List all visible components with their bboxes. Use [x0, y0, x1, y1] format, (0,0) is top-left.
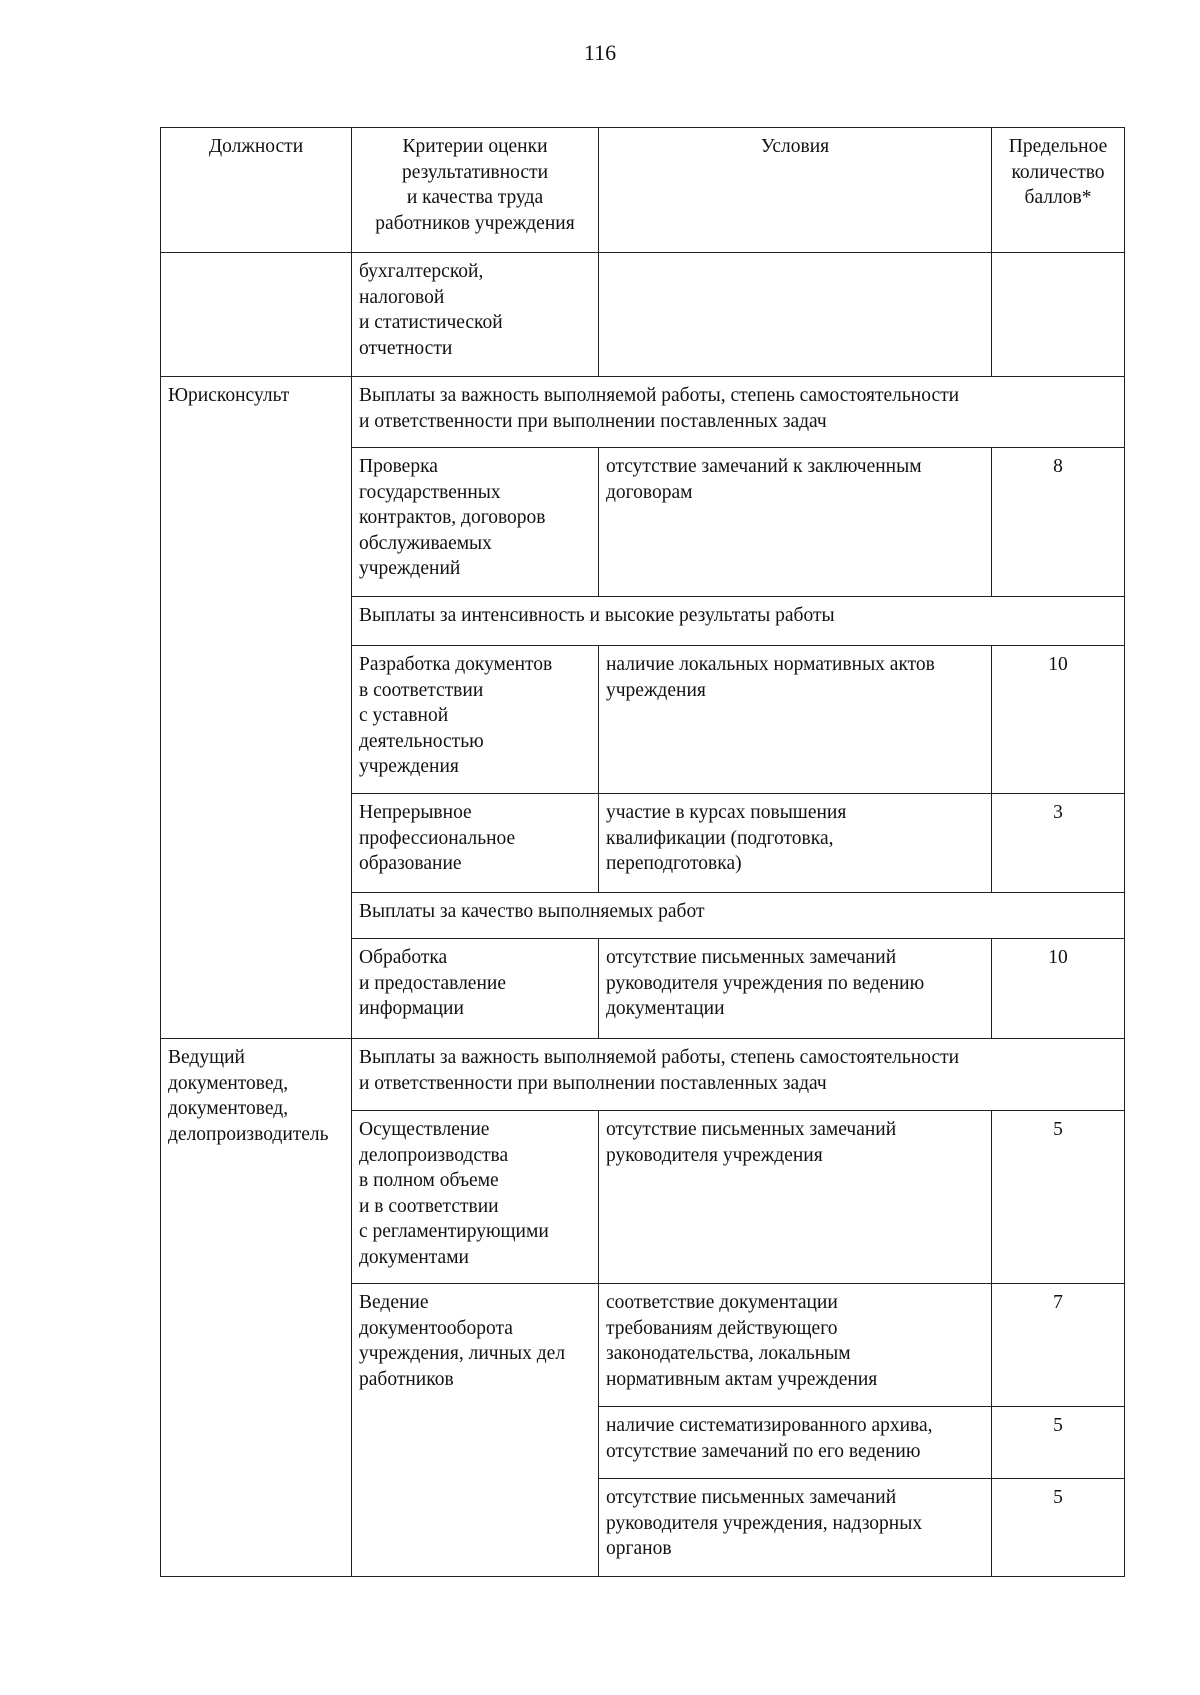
points-cell: 5 [992, 1111, 1125, 1284]
criteria-cell: Осуществление делопроизводства в полном объеме и в соответствии с регламентирующими документами [352, 1111, 599, 1284]
criteria-cell: Проверка государственных контрактов, договоров обслуживаемых учреждений [352, 448, 599, 597]
condition-cell: отсутствие письменных замечаний руководителя учреждения, надзорных органов [599, 1479, 992, 1577]
condition-cell: наличие систематизированного архива, отсутствие замечаний по его ведению [599, 1407, 992, 1479]
section-header: Выплаты за важность выполняемой работы, степень самостоятельности и ответственности при выполнении поставленных задач [352, 1039, 1125, 1111]
condition-cell: наличие локальных нормативных актов учреждения [599, 646, 992, 794]
position-cell-lawyer: Юрисконсульт [161, 377, 352, 1039]
points-cell: 10 [992, 646, 1125, 794]
points-cell: 5 [992, 1479, 1125, 1577]
points-cell-empty [992, 253, 1125, 377]
table-row [161, 1039, 1125, 1111]
header-conditions: Условия [599, 128, 992, 253]
condition-cell-empty [599, 253, 992, 377]
points-cell: 3 [992, 794, 1125, 893]
points-cell: 7 [992, 1284, 1125, 1407]
condition-cell: участие в курсах повышения квалификации (подготовка, переподготовка) [599, 794, 992, 893]
section-header: Выплаты за важность выполняемой работы, степень самостоятельности и ответственности при выполнении поставленных задач [352, 377, 1125, 448]
criteria-cell: бухгалтерской, налоговой и статистической отчетности [352, 253, 599, 377]
page-number: 116 [583, 40, 617, 65]
criteria-cell: Обработка и предоставление информации [352, 939, 599, 1039]
criteria-table [160, 127, 1125, 1577]
criteria-cell: Ведение документооборота учреждения, личных дел работников [352, 1284, 599, 1577]
condition-cell: отсутствие замечаний к заключенным договорам [599, 448, 992, 597]
criteria-cell: Непрерывное профессиональное образование [352, 794, 599, 893]
header-position: Должности [161, 128, 352, 253]
header-criteria: Критерии оценки результативности и качества труда работников учреждения [352, 128, 599, 253]
condition-cell: соответствие документации требованиям действующего законодательства, локальным нормативным актам учреждения [599, 1284, 992, 1407]
table-row [161, 253, 1125, 377]
position-cell-records: Ведущий документовед, документовед, делопроизводитель [161, 1039, 352, 1577]
table-header-row [161, 128, 1125, 253]
points-cell: 5 [992, 1407, 1125, 1479]
points-cell: 8 [992, 448, 1125, 597]
header-max-points: Предельное количество баллов* [992, 128, 1125, 253]
section-header: Выплаты за интенсивность и высокие результаты работы [352, 597, 1125, 646]
table-row [161, 377, 1125, 448]
criteria-cell: Разработка документов в соответствии с уставной деятельностью учреждения [352, 646, 599, 794]
condition-cell: отсутствие письменных замечаний руководителя учреждения [599, 1111, 992, 1284]
section-header: Выплаты за качество выполняемых работ [352, 893, 1125, 939]
condition-cell: отсутствие письменных замечаний руководителя учреждения по ведению документации [599, 939, 992, 1039]
points-cell: 10 [992, 939, 1125, 1039]
position-cell-empty [161, 253, 352, 377]
